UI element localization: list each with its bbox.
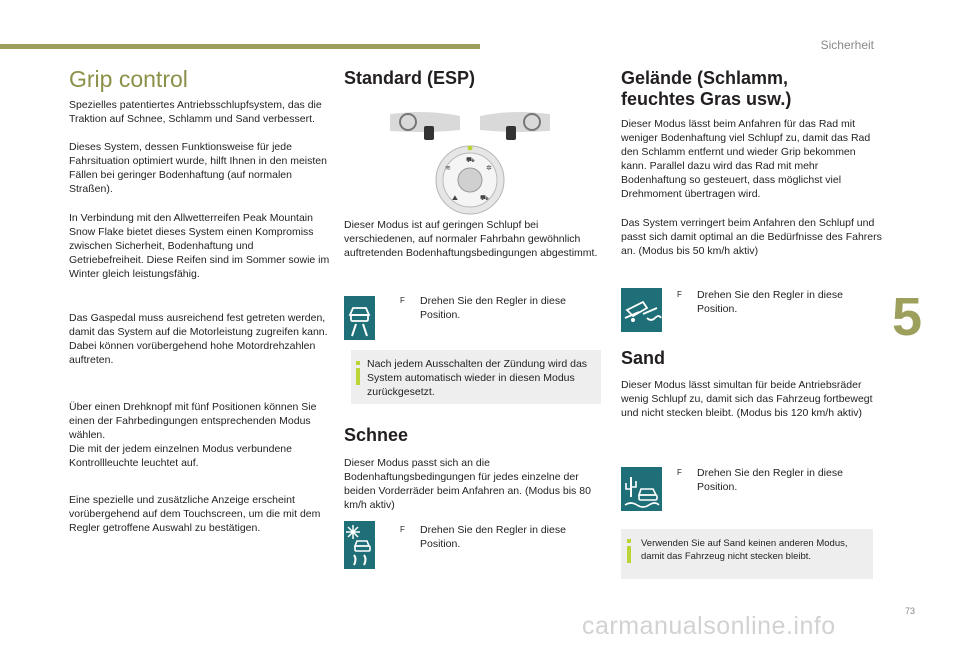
- sand-info-text: Verwenden Sie auf Sand keinen anderen Modus, damit das Fahrzeug nicht stecken bleibt.: [641, 538, 848, 562]
- info-icon: [625, 539, 633, 563]
- info-icon: [354, 361, 362, 385]
- snow-description: Dieser Modus passt sich an die Bodenhaftungsbedingungen für jedes einzelne der beiden Vorderräder beim Anfahren an. (Modus bis 80 km/h aktiv): [344, 457, 591, 511]
- watermark: carmanualsonline.info: [582, 612, 836, 640]
- standard-instruction: F Drehen Sie den Regler in diese Position.: [400, 295, 566, 321]
- svg-text:≋: ≋: [445, 164, 451, 172]
- touchscreen-paragraph: Eine spezielle und zusätzliche Anzeige erscheint vorübergehend auf dem Touchscreen, um die mit dem Regler getroffene Auswahl zu bestätigen.: [69, 494, 321, 534]
- grip-intro-paragraph: Spezielles patentiertes Antriebsschlupfsystem, das die Traktion auf Schnee, Schlamm und Sand verbessert.: [69, 99, 322, 125]
- grip-function-paragraph: Dieses System, dessen Funktionsweise für jede Fahrsituation optimiert wurde, hilft Ihnen in den meisten Fällen bei geringer Bodenhaftung (auf normalen Straßen).: [69, 141, 327, 195]
- offroad-description: Dieser Modus lässt beim Anfahren für das Rad mit weniger Bodenhaftung viel Schlupf zu, damit das Rad den Schlamm entfernt und wieder Grip bekommen kann. Parallel dazu wird das Rad mit mehr Bodenhaftung so gesteuert, dass möglichst viel Drehmoment übertragen wird.: [621, 118, 871, 200]
- offroad-title-line1: Gelände (Schlamm,: [621, 68, 789, 88]
- svg-text:✲: ✲: [486, 164, 492, 172]
- snow-mode-icon: [344, 521, 375, 569]
- sand-instruction: F Drehen Sie den Regler in diese Position.: [677, 467, 843, 493]
- indicator-paragraph: Die mit der jedem einzelnen Modus verbundene Kontrollleuchte leuchtet auf.: [69, 443, 292, 469]
- page-number: 73: [905, 606, 916, 616]
- svg-text:⛟: ⛟: [466, 156, 475, 164]
- accelerator-paragraph: Das Gaspedal muss ausreichend fest getreten werden, damit das System auf die Motorleistung zugreifen kann. Dabei können vorübergehend hohe Motordrehzahlen auftreten.: [69, 312, 328, 366]
- bullet-marker: F: [677, 468, 682, 477]
- dial-paragraph: Über einen Drehknopf mit fünf Positionen können Sie einen der Fahrbedingungen entsprechenden Modus wählen.: [69, 401, 317, 441]
- snow-instruction: F Drehen Sie den Regler in diese Position.: [400, 524, 566, 550]
- standard-info-box: [351, 350, 601, 404]
- bullet-marker: F: [677, 290, 682, 299]
- bullet-marker: F: [400, 296, 405, 305]
- standard-description: Dieser Modus ist auf geringen Schlupf bei verschiedenen, auf normaler Fahrbahn gewöhnlich auftretenden Bodenhaftungsbedingungen abgestimmt.: [344, 219, 598, 259]
- tires-paragraph: In Verbindung mit den Allwetterreifen Peak Mountain Snow Flake bietet dieses System einen Kompromiss zwischen Sicherheit, Bodenhaftung und Getriebefreiheit. Diese Reifen sind im Sommer sowie im Winter gleich leistungsfähig.: [69, 212, 330, 280]
- bullet-marker: F: [400, 525, 405, 534]
- sand-mode-icon: [621, 467, 662, 511]
- sand-title: Sand: [621, 348, 666, 368]
- offroad-description-2: Das System verringert beim Anfahren den Schlupf und passt sich damit optimal an die Bedürfnisse des Fahrers an. (Modus bis 50 km/h aktiv): [621, 217, 882, 257]
- offroad-instruction: F Drehen Sie den Regler in diese Position.: [677, 289, 843, 315]
- grip-control-dial-illustration: [390, 108, 550, 218]
- svg-text:⛟: ⛟: [480, 194, 489, 202]
- standard-title: Standard (ESP): [344, 68, 476, 88]
- standard-mode-icon: [344, 296, 375, 340]
- sand-info-box: [621, 529, 873, 579]
- header-rule: [0, 44, 480, 49]
- grip-control-title: Grip control: [69, 66, 188, 92]
- sand-description: Dieser Modus lässt simultan für beide Antriebsräder wenig Schlupf zu, damit sich das Fahrzeug fortbewegt und nicht stecken bleibt. (Modus bis 120 km/h aktiv): [621, 379, 873, 419]
- offroad-mode-icon: [621, 288, 662, 332]
- offroad-title-line2: feuchtes Gras usw.): [621, 89, 792, 109]
- standard-info-text: Nach jedem Ausschalten der Zündung wird das System automatisch wieder in diesen Modus zurückgesetzt.: [367, 358, 588, 398]
- snow-title: Schnee: [344, 425, 409, 445]
- chapter-number: 5: [892, 287, 923, 347]
- svg-text:⛰: ⛰: [452, 194, 458, 202]
- section-header: Sicherheit: [820, 38, 874, 52]
